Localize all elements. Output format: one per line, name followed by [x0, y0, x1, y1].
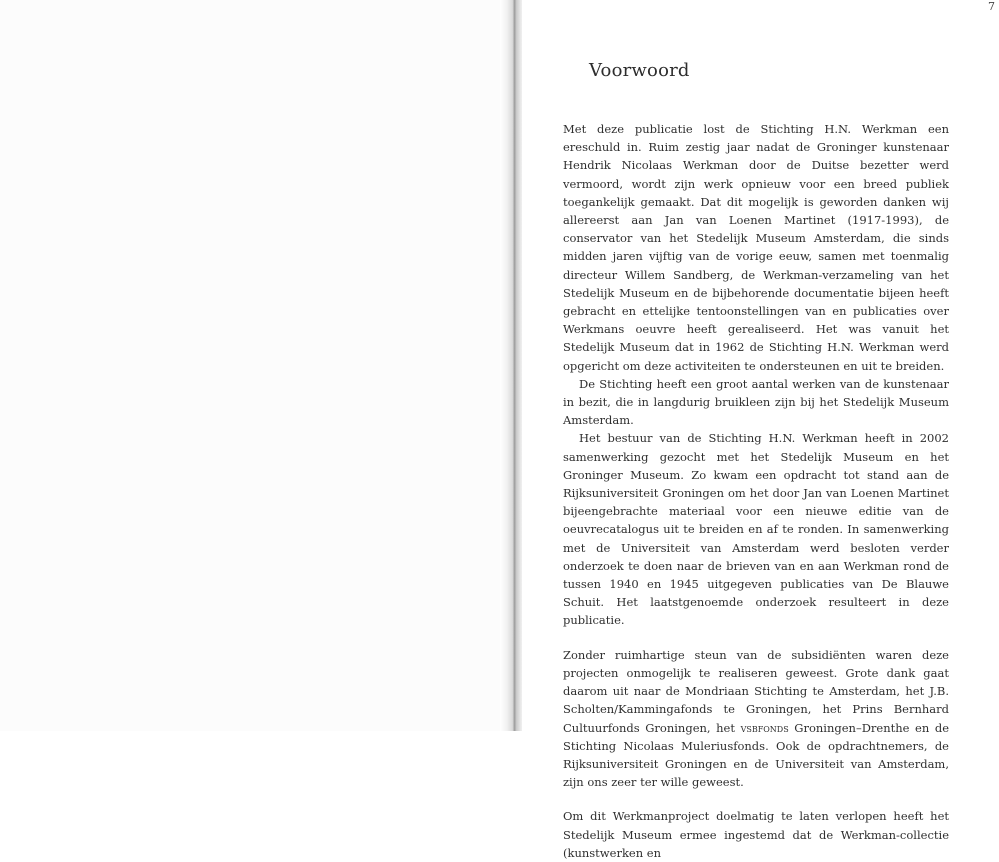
paragraph-1: Met deze publicatie lost de Stichting H.N. Werkman een ereschuld in. Ruim zestig jaar nadat de Groninger kunstenaar Hendrik Nicolaas Werkman door de Duitse bezetter werd vermoord, wordt zijn werk opnieuw voor een breed publiek toegankelijk gemaakt. Dat dit mogelijk is geworden danken wij allereerst aan Jan van Loenen Martinet (1917-1993), de conservator van het Stedelijk Museum Amsterdam, die sinds midden jaren vijftig van de vorige eeuw, samen met toenmalig directeur Willem Sandberg, de Werkman-verzameling van het Stedelijk Museum en de bijbehorende documentatie bijeen heeft gebracht en ettelijke tentoonstellingen van en publicaties over Werkmans oeuvre heeft gerealiseerd. Het was vanuit het Stedelijk Museum dat in 1962 de Stichting H.N. Werkman werd opgericht om deze activiteiten te ondersteunen en uit te breiden.: [563, 122, 949, 373]
body-text: [563, 120, 949, 862]
page-number: 7: [988, 0, 995, 13]
paragraph-4: [563, 646, 949, 792]
chapter-title: Voorwoord: [589, 60, 690, 81]
paragraph-2: De Stichting heeft een groot aantal werken van de kunstenaar in bezit, die in langdurig bruikleen zijn bij het Stedelijk Museum Amsterdam.: [563, 376, 949, 428]
paragraph-5: Om dit Werkmanproject doelmatig te laten verlopen heeft het Stedelijk Museum ermee ingestemd dat de Werkman-collectie (kunstwerken en: [563, 809, 949, 860]
paragraph-4-part-2: Groningen–Drenthe en de Stichting Nicolaas Muleriusfonds. Ook de opdrachtnemers, de Rijksuniversiteit Groningen en de Universiteit van Amsterdam, zijn ons zeer ter wille geweest.: [563, 720, 949, 790]
paragraph-4-part-1: Zonder ruimhartige steun van de subsidiënten waren deze projecten onmogelijk te realiseren geweest. Grote dank gaat daarom uit naar de Mondriaan Stichting te Amsterdam, het J.B. Scholten/Kammingafonds te Groningen, het Prins Bernhard Cultuurfonds Groningen, het: [563, 647, 949, 735]
paragraph-3: Het bestuur van de Stichting H.N. Werkman heeft in 2002 samenwerking gezocht met het Stedelijk Museum en het Groninger Museum. Zo kwam een opdracht tot stand aan de Rijksuniversiteit Groningen om het door Jan van Loenen Martinet bijeengebrachte materiaal voor een nieuwe editie van de oeuvrecatalogus uit te breiden en af te ronden. In samenwerking met de Universiteit van Amsterdam werd besloten verder onderzoek te doen naar de brieven van en aan Werkman rond de tussen 1940 en 1945 uitgegeven publicaties van De Blauwe Schuit. Het laatstgenoemde onderzoek resulteert in deze publicatie.: [563, 431, 949, 628]
left-page-blank: [0, 0, 506, 731]
paragraph-4-small-caps: vsbfonds: [740, 720, 789, 735]
